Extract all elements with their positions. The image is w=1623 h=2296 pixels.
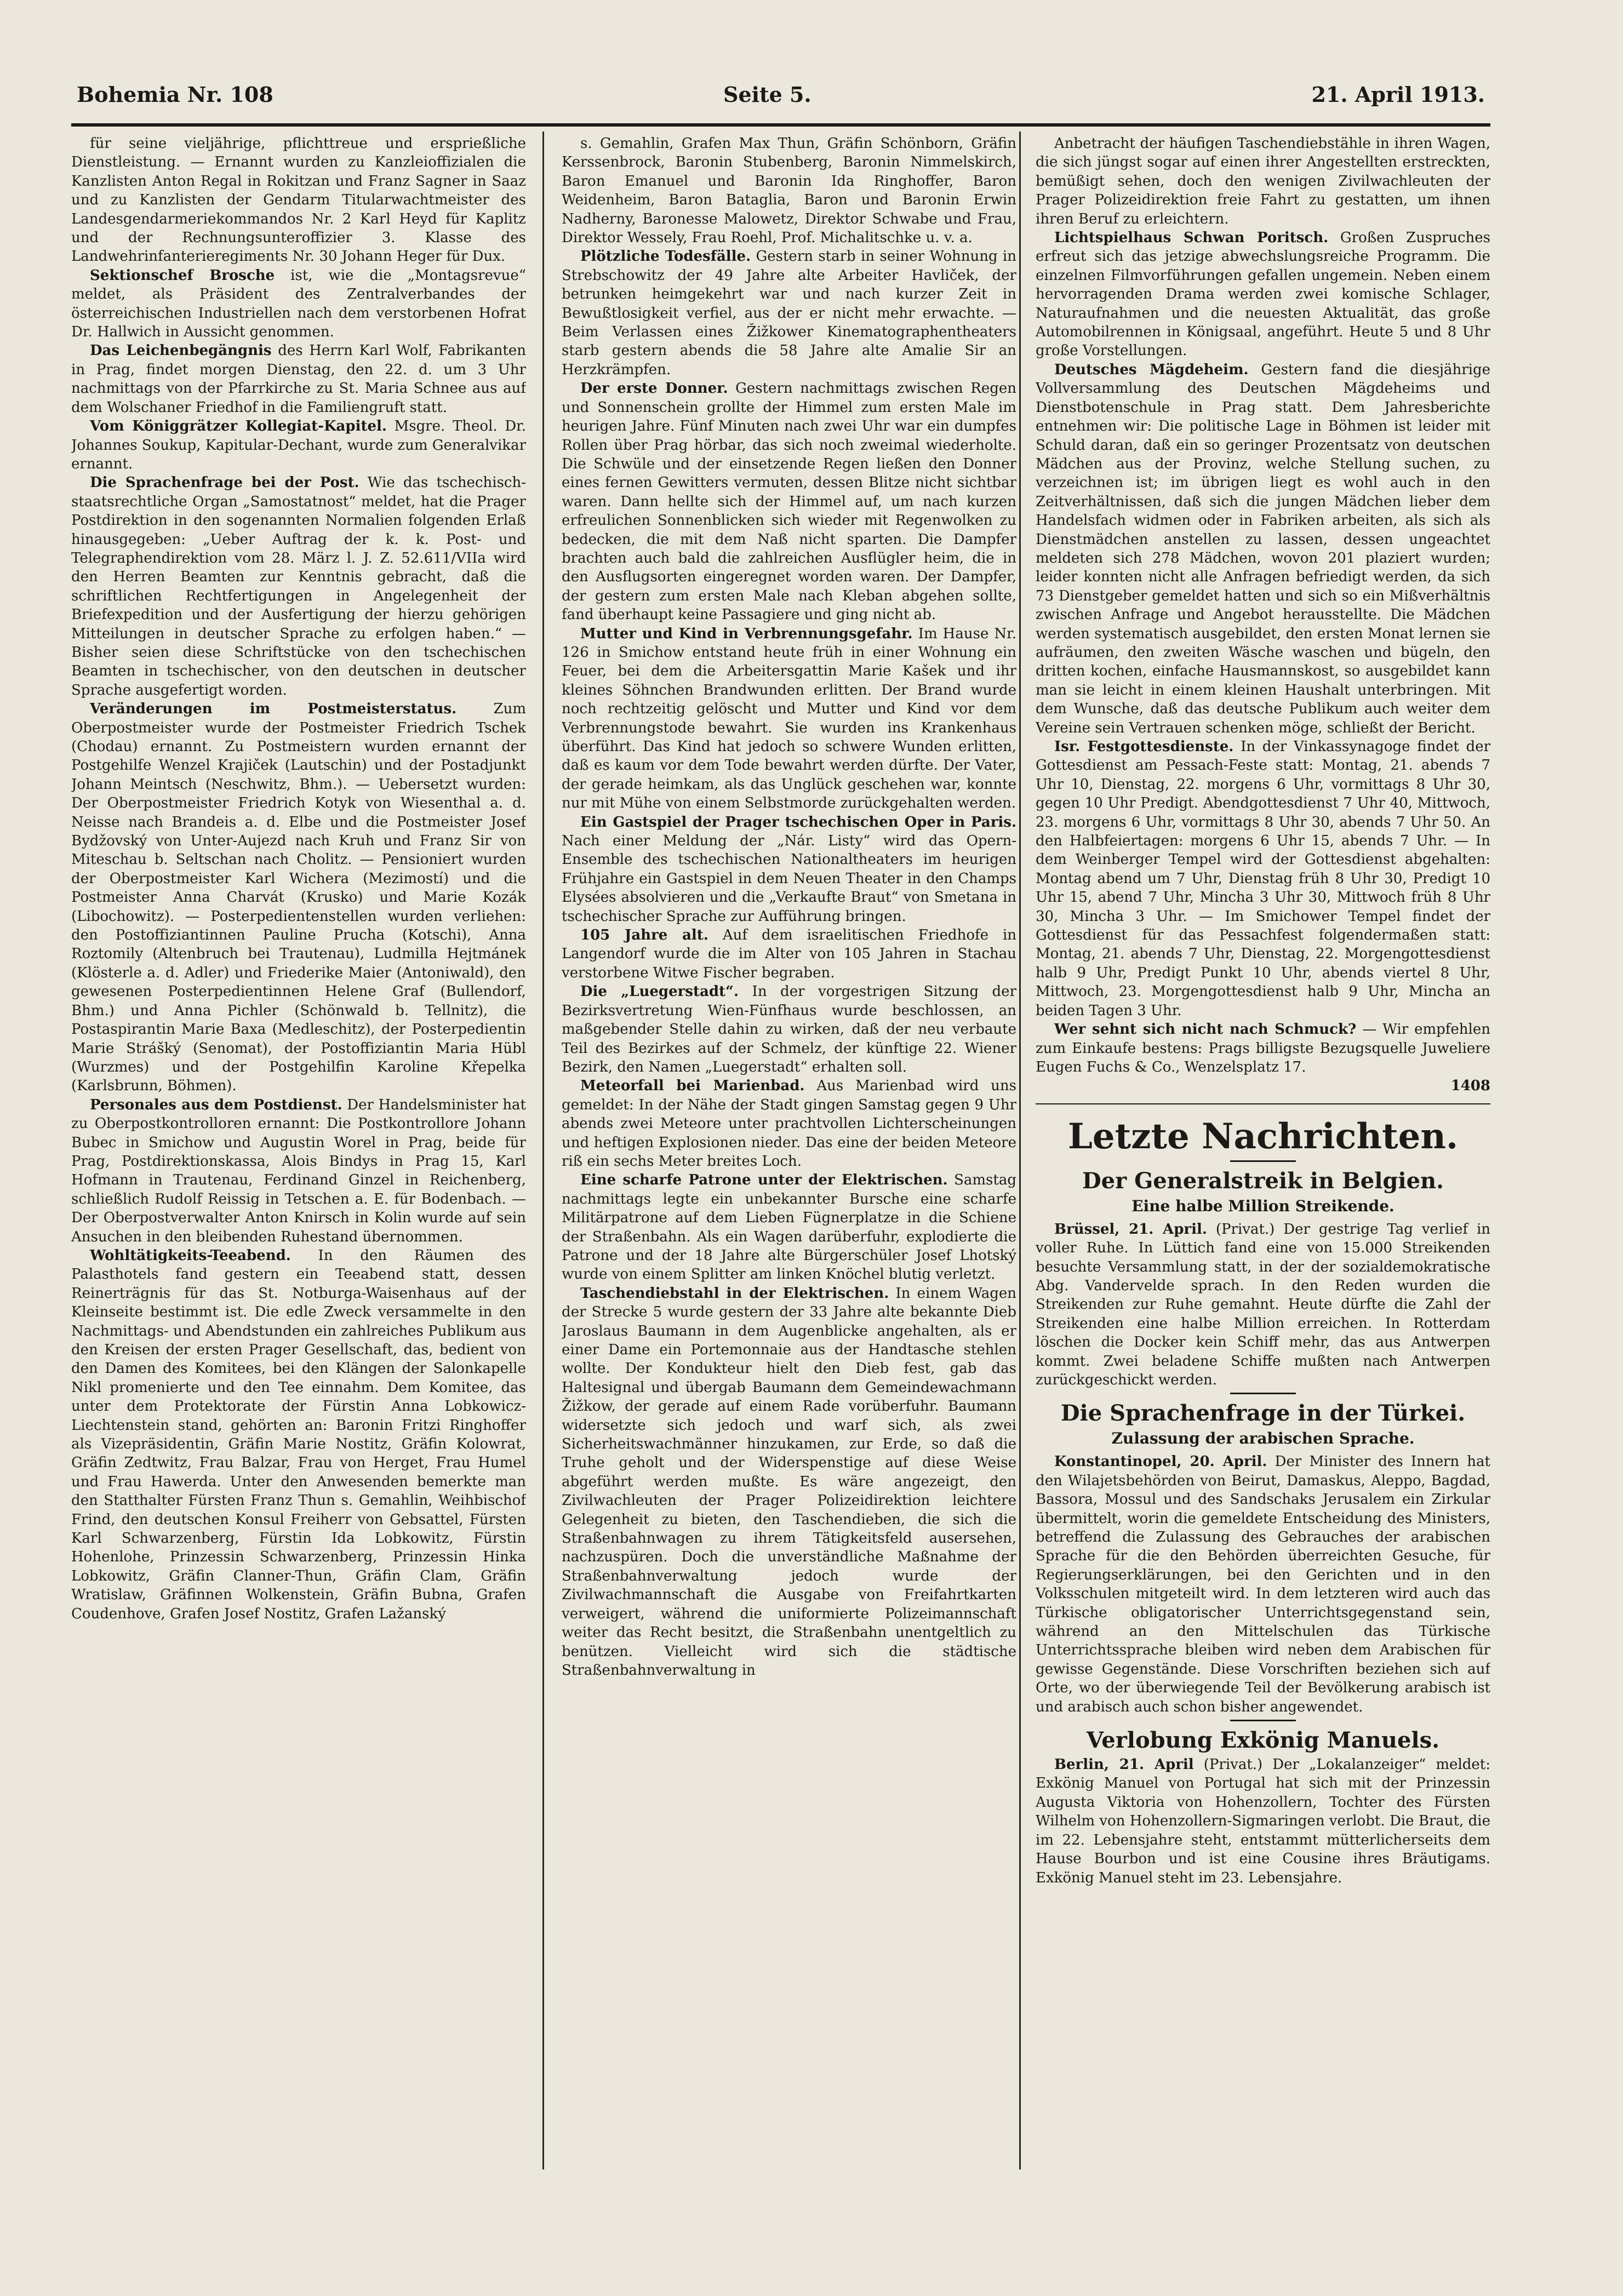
article — [562, 1077, 1016, 1171]
article-text: Zum Oberpostmeister wurde der Postmeister Friedrich Tschek (Chodau) ernannt. Zu Postmeistern wurden ernannt der Postgehilfe Wenzel Krajiček (Lautschin) und der Postadjunkt Johann Meintsch (Neschwitz, Bhm.). — Uebersetzt wurden: Der Oberpostmeister Friedrich Kotyk von Wiesenthal a. d. Neisse nach Brandeis a. d. Elbe und die Postmeister Josef Bydžovský von Unter-Aujezd nach Kruh und Franz Sir von Miteschau b. Seltschan nach Cholitz. — Pensioniert wurden der Oberpostmeister Karl Wichera (Mezimostí) und die Postmeister Anna Charvát (Krusko) und Marie Kozák (Libochowitz). — Posterpedientenstellen wurden verliehen: den Postoffiziantinnen Pauline Prucha (Kotschi), Anna Roztomily (Altenbruch bei Trautenau), Ludmilla Hejtmánek (Klösterle a. d. Adler) und Friederike Maier (Antoniwald), den gewesenen Posterpedientinnen Helene Graf (Bullendorf, Bhm.) und Anna Pichler (Schönwald b. Tellnitz), die Postaspirantin Marie Baxa (Medleschitz), der Posterpedientin Marie Strášký (Senomat), der Postoffiziantin Maria Hübl (Wurzmes) und der Postgehilfin Karoline Křepelka (Karlsbrunn, Böhmen). — [71, 701, 526, 1095]
article-heading: Isr. Festgottesdienste. — [1054, 738, 1234, 755]
article — [1036, 360, 1490, 737]
article-text: Anbetracht der häufigen Taschendiebstähle in ihren Wagen, die sich jüngst sogar auf einen ihrer Angestellten erstreckten, bemüßigt sehen, doch den wenigen Zivilwachleuten der Prager Polizeidirektion freie Fahrt zu gestatten, um ihnen ihren Beruf zu erleichtern. — [1036, 135, 1490, 227]
column-divider — [542, 131, 544, 2169]
article — [71, 341, 526, 417]
article-text: Aus Marienbad wird uns gemeldet: In der Nähe der Stadt gingen Samstag gegen 9 Uhr abends zwei Meteore unter prachtvollen Lichterscheinungen und heftigen Explosionen nieder. Das eine der beiden Meteore riß ein sechs Meter breites Loch. — [562, 1078, 1016, 1170]
paper-title-issue: Bohemia Nr. 108 — [77, 82, 273, 107]
article-heading: Wer sehnt sich nicht nach Schmuck? — [1054, 1021, 1357, 1038]
article-heading: Taschendiebstahl in der Elektrischen. — [580, 1285, 889, 1302]
page-number: Seite 5. — [723, 82, 812, 107]
article — [71, 700, 526, 1096]
article — [562, 813, 1016, 926]
story-text: Der Minister des Innern hat den Wilajetsbehörden von Beirut, Damaskus, Aleppo, Bagdad, Bassora, Mossul und des Sandschaks Jerusalem ein Zirkular übermittelt, worin die gemeldete Entscheidung des Ministers, betreffend die Zulassung des Gebrauches der arabischen Sprache für die den Behörden überreichten Gesuche, für Regierungserklärungen, bei den Gerichten und in den Volksschulen mitgeteilt wird. In dem letzteren wird auch das Türkische obligatorischer Unterrichtsgegenstand sein, während an den Mittelschulen das Türkische Unterrichtssprache bleiben wird neben dem Arabischen für gewisse Gegenstände. Diese Vorschriften beziehen sich auf Orte, wo der überwiegende Teil der Bevölkerung arabisch ist und arabisch auch schon bisher angewendet. — [1036, 1453, 1490, 1715]
article-heading: Sektionschef Brosche — [90, 267, 275, 284]
article-text: Nach einer Meldung der „Nár. Listy“ wird das Opern-Ensemble des tschechischen Nationaltheaters im heurigen Frühjahre ein Gastspiel in dem Neuen Theater in den Champs Elysées absolvieren und die „Verkaufte Braut“ von Smetana in tschechischer Sprache zur Aufführung bringen. — [562, 833, 1016, 925]
article — [1036, 737, 1490, 1020]
story-rule — [1230, 1720, 1296, 1721]
story-rule — [1230, 1160, 1296, 1162]
story-body — [1036, 1755, 1490, 1887]
article — [71, 417, 526, 473]
story-body — [1036, 1220, 1490, 1390]
story-text: (Privat.) Der „Lokalanzeiger“ meldet: Exkönig Manuel von Portugal hat sich mit der Prinzessin Augusta Viktoria von Hohenzollern, Tochter des Fürsten Wilhelm von Hohenzollern-Sigmaringen verlobt. Die Braut, die im 22. Lebensjahre steht, entstammt mütterlicherseits dem Hause Bourbon und ist eine Cousine ihres Bräutigams. Exkönig Manuel steht im 23. Lebensjahre. — [1036, 1756, 1490, 1886]
article-text: In der Vinkassynagoge findet der Gottesdienst am Pessach-Feste statt: Montag, 21. abends 7 Uhr 10, Dienstag, 22. morgens 6 Uhr, vormittags 8 Uhr 30, gegen 10 Uhr Predigt. Abendgottesdienst 7 Uhr 40, Mittwoch, 23. morgens 6 Uhr, vormittags 8 Uhr 30, abends 7 Uhr 50. An den Halbfeiertagen: morgens 6 Uhr 15, abends 7 Uhr. — In dem Weinberger Tempel wird der Gottesdienst abgehalten: Montag abend um 7 Uhr, Dienstag früh 8 Uhr 30, Predigt 10 Uhr 15, abend 7 Uhr, Mincha 3 Uhr 30, Mittwoch früh 8 Uhr 30, Mincha 3 Uhr. — Im Smichower Tempel findet der Gottesdienst für das Pessachfest folgendermaßen statt: Montag, 21. abends 7 Uhr, Dienstag, 22. Morgengottesdienst halb 9 Uhr, Predigt Punkt 10 Uhr, abends viertel 8 Uhr, Mittwoch, 23. Morgengottesdienst halb 9 Uhr, Mincha an beiden Tagen 3 Uhr. — [1036, 738, 1490, 1019]
story-dateline: Berlin, 21. April — [1054, 1756, 1194, 1773]
column-1 — [71, 134, 526, 2161]
story-subhead: Zulassung der arabischen Sprache. — [1111, 1429, 1415, 1448]
article — [71, 1246, 526, 1623]
article-text: Auf dem israelitischen Friedhofe in Langendorf wurde die im Alter von 105 Jahren in Stachau verstorbene Witwe Fischer begraben. — [562, 927, 1016, 981]
story-headline: Der Generalstreik in Belgien. — [1082, 1167, 1444, 1194]
article — [562, 926, 1016, 982]
story-rule — [1230, 1393, 1296, 1394]
article-text: In den Räumen des Palasthotels fand gestern ein Teeabend statt, dessen Reinerträgnis für das St. Notburga-Waisenhaus auf der Kleinseite bestimmt ist. Die edle Zweck versammelte in den Nachmittags- und Abendstunden ein zahlreiches Publikum aus den Kreisen der ersten Prager Gesellschaft, das, bedient von den Damen des Komitees, bei den Klängen der Salonkapelle Nikl promenierte und den Tee einnahm. Dem Komitee, das unter dem Protektorate der Fürstin Anna Lobkowicz-Liechtenstein stand, gehörten an: Baronin Fritzi Ringhoffer als Vizepräsidentin, Gräfin Marie Nostitz, Gräfin Kolowrat, Gräfin Zedtwitz, Frau Balzar, Frau von Herget, Frau Humel und Frau Hawerda. Unter den Anwesenden bemerkte man den Statthalter Fürsten Franz Thun s. Gemahlin, Weihbischof Frind, den deutschen Konsul Freiherr von Gebsattel, Fürsten Karl Schwarzenberg, Fürstin Ida Lobkowitz, Fürstin Hohenlohe, Prinzessin Schwarzenberg, Prinzessin Hinka Lobkowitz, Gräfin Clanner-Thun, Gräfin Clam, Gräfin Wratislaw, Gräfinnen Wolkenstein, Gräfin Bubna, Grafen Coudenhove, Grafen Josef Nostitz, Grafen Lažanský — [71, 1247, 526, 1622]
column-3 — [1036, 134, 1490, 2161]
article-heading: Lichtspielhaus Schwan Poritsch. — [1054, 230, 1329, 247]
article — [71, 266, 526, 342]
article-text: Im Hause Nr. 126 in Smichow entstand heute früh in einer Wohnung ein Feuer, bei dem die Arbeitersgattin Marie Kašek und ihr kleines Söhnchen Brandwunden erlitten. Der Brand wurde noch rechtzeitig gelöscht und Mutter und Kind vor dem Verbrennungstode bewahrt. Sie wurden ins Krankenhaus überführt. Das Kind hat jedoch so schwere Wunden erlitten, daß es kaum vor dem Tode bewahrt werden dürfte. Der Vater, der gerade heimkam, als das Unglück geschehen war, konnte nur mit Mühe von einem Selbstmorde zurückgehalten werden. — [562, 625, 1016, 812]
article-heading: Ein Gastspiel der Prager tschechischen Oper in Paris. — [580, 814, 1016, 831]
story-dateline: Konstantinopel, 20. April. — [1054, 1453, 1267, 1470]
article-heading: Veränderungen im Postmeisterstatus. — [90, 701, 457, 718]
article — [562, 1171, 1016, 1284]
article-text: In einem Wagen der Strecke 5 wurde gestern der 33 Jahre alte bekannte Dieb Jaroslaus Baumann in dem Augenblicke angehalten, als er einer Dame ein Portemonnaie aus der Handtasche stehlen wollte. Der Kondukteur hielt den Dieb fest, gab das Haltesignal und übergab Baumann dem Gemeindewachmann Žižkow, der gerade auf einem Rade vorüberfuhr. Baumann widersetzte sich jedoch und warf sich, als zwei Sicherheitswachmänner hinzukamen, zur Erde, so daß die Truhe geholt und der Widerspenstige auf diese Weise abgeführt werden mußte. Es wäre angezeigt, den Zivilwachleuten der Prager Polizeidirektion leichtere Gelegenheit zu bieten, den Taschendieben, die sich die Straßenbahnwagen zu ihrem Tätigkeitsfeld ausersehen, nachzuspüren. Doch die unverständliche Maßnahme der Straßenbahnverwaltung jedoch wurde der Zivilwachmannschaft die Ausgabe von Freifahrtkarten verweigert, während die uniformierte Polizeimannschaft weiter das Recht besitzt, die Straßenbahn unentgeltlich zu benützen. Vielleicht wird sich die städtische Straßenbahnverwaltung in — [562, 1285, 1016, 1679]
article-text: für seine vieljährige, pflichttreue und ersprießliche Dienstleistung. — Ernannt wurden zu Kanzleioffizialen die Kanzlisten Anton Regal in Rokitzan und Franz Sagner in Saaz und zu Kanzlisten der Gendarm Titularwachtmeister des Landesgendarmeriekommandos Nr. 2 Karl Heyd für Kaplitz und der Rechnungsunteroffizier 3. Klasse des Landwehrinfanterieregiments Nr. 30 Johann Heger für Dux. — [71, 135, 526, 265]
article — [562, 379, 1016, 624]
article-text: Gestern nachmittags zwischen Regen und Sonnenschein grollte der Himmel zum ersten Male im heurigen Jahre. Fünf Minuten nach zwei Uhr war ein dumpfes Rollen über Prag hörbar, das sich noch zweimal wiederholte. Die Schwüle und der einsetzende Regen ließen den Donner eines fernen Gewitters vermuten, dessen Blitze nicht sichtbar waren. Dann hellte sich der Himmel auf, um nach kurzen erfreulichen Sonnenblicken sich wieder mit Regenwolken zu bedecken, die mit dem Naß nicht sparten. Die Dampfer brachten auch bald die zahlreichen Ausflügler heim, die in den Ausflugsorten eingeregnet worden waren. Der Dampfer, der gestern zum ersten Male nach Kleban abgehen sollte, fand überhaupt keine Passagiere und ging nicht ab. — [562, 380, 1016, 623]
article-heading: 105 Jahre alt. — [580, 927, 708, 944]
story-subhead: Eine halbe Million Streikende. — [1131, 1196, 1395, 1215]
ad-number: 1408 — [1450, 1078, 1490, 1095]
article-heading: Meteorfall bei Marienbad. — [580, 1078, 805, 1095]
column-2 — [562, 134, 1016, 2161]
article — [562, 1284, 1016, 1680]
article-text: Samstag nachmittags legte ein unbekannter Bursche eine scharfe Militärpatrone auf dem Lieben Fügnerplatze in die Schiene der Straßenbahn. Als ein Wagen darüberfuhr, explodierte die Patrone und der 18 Jahre alte Bürgerschüler Josef Lhotský wurde von einem Splitter am linken Knöchel blutig verletzt. — [562, 1172, 1016, 1283]
article — [71, 473, 526, 700]
article-text: des Herrn Karl Wolf, Fabrikanten in Prag, findet morgen Dienstag, den 22. d. um 3 Uhr nachmittags von der Pfarrkirche zu St. Maria Schnee aus auf dem Wolschaner Friedhof in die Familiengruft statt. — [71, 342, 526, 416]
article — [1036, 1020, 1490, 1077]
article — [562, 982, 1016, 1077]
story-headline: Die Sprachenfrage in der Türkei. — [1060, 1400, 1466, 1427]
story-dateline: Brüssel, 21. April. — [1054, 1221, 1207, 1238]
article — [562, 134, 1016, 247]
article-text: Gestern fand die diesjährige Vollversammlung des Deutschen Mägdeheims und Dienstbotenschule in Prag statt. Dem Jahresberichte entnehmen wir: Die politische Lage in Böhmen ist leider mit Schuld daran, daß ein so geringer Prozentsatz von deutschen Mädchen aus der Provinz, welche Stellung suchen, zu verzeichnen ist; im übrigen liegt es wohl auch in den Zeitverhältnissen, daß sich die jungen Mädchen lieber dem Handelsfach widmen oder in Fabriken arbeiten, als sich als Dienstmädchen anstellen zu lassen, dessen ungeachtet meldeten sich 278 Mädchen, wovon 201 plaziert wurden; leider konnten nicht alle Anfragen befriedigt werden, da sich 73 Dienstgeber gemeldet hatten und sich so ein Mißverhältnis zwischen Anfrage und Angebot herausstellte. Die Mädchen werden systematisch ausgebildet, den ersten Monat lernen sie aufräumen, den zweiten Wäsche waschen und bügeln, den dritten kochen, einfache Hausmannskost, so ausgebildet kann man sie leicht in einem kleinen Haushalt unterbringen. Mit dem Wunsche, daß das deutsche Publikum auch weiter dem Vereine sein Vertrauen schenken möge, schließt der Bericht. — [1036, 361, 1490, 736]
article-heading: Personales aus dem Postdienst. — [90, 1096, 342, 1113]
column-divider — [1019, 131, 1021, 2169]
article-heading: Wohltätigkeits-Teeabend. — [90, 1247, 291, 1264]
article-heading: Der erste Donner. — [580, 380, 728, 397]
article-heading: Mutter und Kind in Verbrennungsgefahr. — [580, 625, 913, 642]
article-text: Der Handelsminister hat zu Oberpostkontrolloren ernannt: Die Postkontrollore Johann Bubec in Smichow und Augustin Worel in Prag, beide für Prag, Postdirektionskassa, Alois Bindys in Prag 15, Karl Hofmann in Trautenau, Ferdinand Ginzel in Reichenberg, schließlich Rudolf Reissig in Tetschen a. E. für Bodenbach. — Der Oberpostverwalter Anton Knirsch in Kolin wurde auf sein Ansuchen in den bleibenden Ruhestand übernommen. — [71, 1096, 526, 1245]
article-text: Gestern starb in seiner Wohnung in Strebschowitz der 49 Jahre alte Arbeiter Havliček, der betrunken heimgekehrt war und nach kurzer Zeit in Bewußtlosigkeit verfiel, aus der er nicht mehr erwachte. — Beim Verlassen eines Žižkower Kinematographentheaters starb gestern abends die 58 Jahre alte Amalie Sir an Herzkrämpfen. — [562, 248, 1016, 378]
article-text: In der vorgestrigen Sitzung der Bezirksvertretung Wien-Fünfhaus wurde beschlossen, an maßgebender Stelle dahin zu wirken, daß der neu verbaute Teil des Bezirkes auf der Schmelz, der künftige 22. Wiener Bezirk, den Namen „Luegerstadt“ erhalten soll. — [562, 983, 1016, 1075]
article-text: Wie das tschechisch-staatsrechtliche Organ „Samostatnost“ meldet, hat die Prager Postdirektion in den sogenannten Normalien folgenden Erlaß hinausgegeben: „Ueber Auftrag der k. k. Post- und Telegraphendirektion vom 28. März l. J. Z. 52.611/VIIa wird den Herren Beamten zur Kenntnis gebracht, daß die schriftlichen Rechtfertigungen in Angelegenheit der Briefexpedition und der Ausfertigung der hierzu gehörigen Mitteilungen in deutscher Sprache zu erfolgen haben.“ — Bisher seien diese Schriftstücke von den tschechischen Beamten in tschechischer, von den deutschen in deutscher Sprache ausgefertigt worden. — [71, 474, 526, 698]
article — [1036, 228, 1490, 360]
article-text: Msgre. Theol. Dr. Johannes Soukup, Kapitular-Dechant, wurde zum Generalvikar ernannt. — [71, 418, 526, 472]
issue-date: 21. April 1913. — [1311, 82, 1485, 107]
section-rule — [1036, 1103, 1490, 1104]
story-headline: Verlobung Exkönig Manuels. — [1086, 1727, 1440, 1754]
story-body — [1036, 1452, 1490, 1716]
article-text: — Wir empfehlen zum Einkaufe bestens: Prags billigste Bezugsquelle Juweliere Eugen Fuchs & Co., Wenzelsplatz 17. — [1036, 1021, 1490, 1075]
article-heading: Deutsches Mägdeheim. — [1054, 361, 1249, 378]
article — [562, 247, 1016, 379]
article-text: Großen Zuspruches erfreut sich das jetzige abwechslungsreiche Programm. Die einzelnen Filmvorführungen gefallen ungemein. Neben einem hervorragenden Drama werden zwei komische Schlager, Naturaufnahmen und die neuesten Aktualität, das große Automobilrennen in Königsaal, angeführt. Heute 5 und 8 Uhr große Vorstellungen. — [1036, 230, 1490, 359]
article — [562, 625, 1016, 813]
story-text: (Privat.) Der gestrige Tag verlief in voller Ruhe. In Lüttich fand eine von 15.000 Streikenden besuchte Versammlung statt, in der der sozialdemokratische Abg. Vandervelde sprach. In den Reden wurden die Streikenden zur Ruhe gemahnt. Heute dürfte die Zahl der Streikenden eine halbe Million erreichen. In Rotterdam löschen die Docker kein Schiff mehr, das aus Antwerpen kommt. Zwei beladene Schiffe mußten nach Antwerpen zurückgeschickt werden. — [1036, 1221, 1490, 1388]
article-text: ist, wie die „Montagsrevue“ meldet, als Präsident des Zentralverbandes der österreichischen Industriellen nach dem verstorbenen Hofrat Dr. Hallwich in Aussicht genommen. — [71, 267, 526, 341]
article — [71, 134, 526, 266]
article-heading: Vom Königgrätzer Kollegiat-Kapitel. — [90, 418, 387, 435]
article — [1036, 134, 1490, 228]
article — [71, 1096, 526, 1246]
article-heading: Die „Luegerstadt“. — [580, 983, 739, 1000]
article-heading: Eine scharfe Patrone unter der Elektrischen. — [580, 1172, 948, 1189]
latest-news-title: Letzte Nachrichten. — [1067, 1115, 1459, 1157]
article-text: s. Gemahlin, Grafen Max Thun, Gräfin Schönborn, Gräfin Kerssenbrock, Baronin Stubenberg, Baronin Nimmelskirch, Baron Emanuel und Baronin Ida Ringhoffer, Baron Weidenheim, Baron Bataglia, Baron und Baronin Erwin Nadherny, Baronesse Malowetz, Direktor Schwabe und Frau, Direktor Wessely, Frau Roehl, Prof. Michalitschke u. v. a. — [562, 135, 1016, 247]
article-heading: Die Sprachenfrage bei der Post. — [90, 474, 359, 491]
masthead — [77, 82, 1485, 121]
header-rule — [71, 123, 1490, 127]
article-heading: Plötzliche Todesfälle. — [580, 248, 751, 265]
article-heading: Das Leichenbegängnis — [90, 342, 272, 359]
